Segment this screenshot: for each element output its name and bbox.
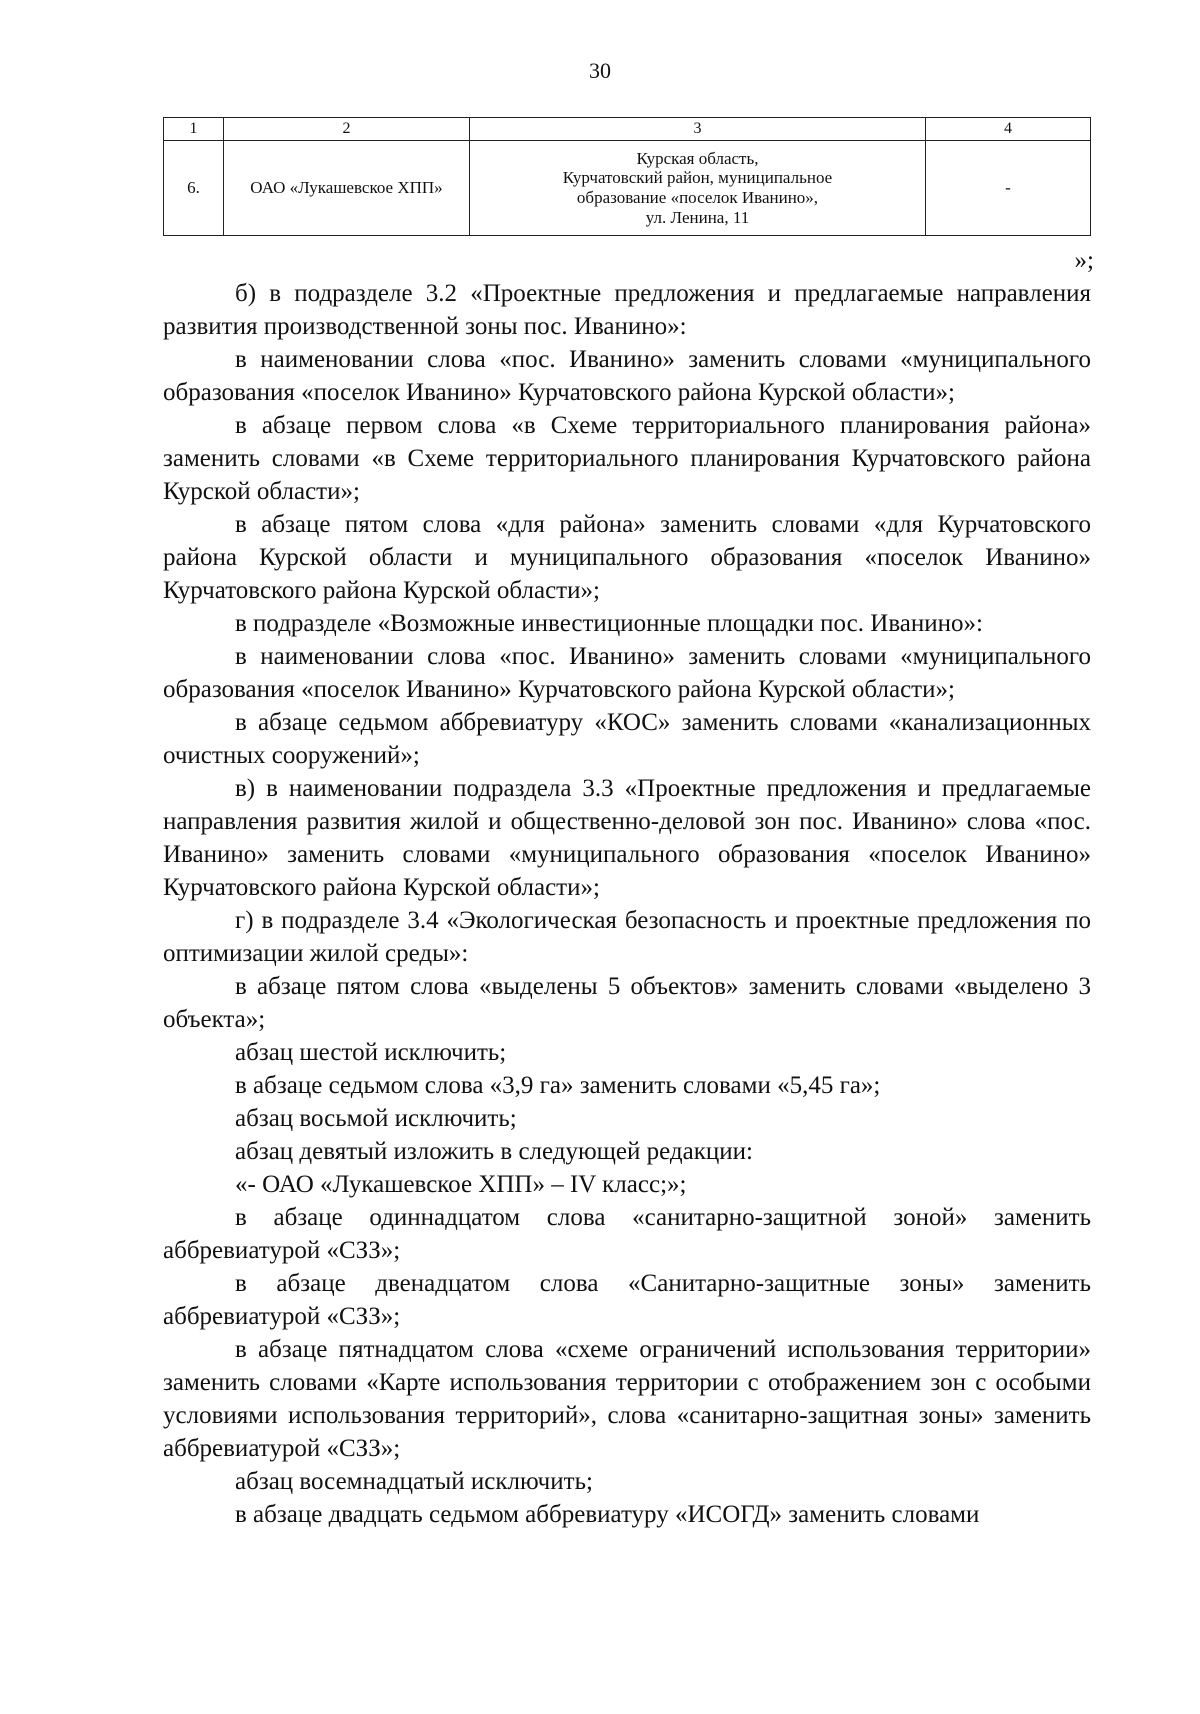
- objects-table: [163, 117, 1091, 236]
- paragraph: абзац девятый изложить в следующей редакции:: [235, 1138, 753, 1165]
- body-text: [163, 277, 1091, 1531]
- table-header-cell: 2: [224, 118, 470, 141]
- address-line: ул. Ленина, 11: [645, 207, 750, 227]
- table-header-row: [164, 118, 1091, 141]
- paragraph: абзац восемнадцатый исключить;: [235, 1468, 593, 1495]
- paragraph: в абзаце седьмом аббревиатуру «КОС» заменить словами «канализационных очистных сооружений»;: [163, 709, 1091, 769]
- paragraph: г) в подразделе 3.4 «Экологическая безопасность и проектные предложения по оптимизации жилой среды»:: [163, 907, 1091, 967]
- table-header-cell: 4: [926, 118, 1091, 141]
- table-header-cell: 1: [164, 118, 224, 141]
- paragraph: в наименовании слова «пос. Иванино» заменить словами «муниципального образования «поселок Иванино» Курчатовского района Курской области»;: [163, 643, 1091, 703]
- table-header-cell: 3: [470, 118, 926, 141]
- address-line: Курчатовский район, муниципальное: [562, 168, 833, 188]
- address-line: образование «поселок Иванино»,: [576, 188, 819, 207]
- paragraph: в абзаце двадцать седьмом аббревиатуру «ИСОГД» заменить словами: [235, 1501, 980, 1528]
- paragraph: в подразделе «Возможные инвестиционные площадки пос. Иванино»:: [235, 610, 983, 637]
- paragraph: в абзаце первом слова «в Схеме территориального планирования района» заменить словами «в Схеме территориального планирования Курчатовского района Курской области»;: [163, 412, 1091, 505]
- paragraph: в) в наименовании подраздела 3.3 «Проектные предложения и предлагаемые направления развития жилой и общественно-деловой зон пос. Иванино» слова «пос. Иванино» заменить словами «муниципального образования «поселок Иванино» Курчатовского района Курской области»;: [163, 775, 1091, 901]
- paragraph: в абзаце пятнадцатом слова «схеме ограничений использования территории» заменить словами «Карте использования территории с отображением зон с особыми условиями использования территорий», слова «санитарно-защитная зоны» заменить аббревиатурой «СЗЗ»;: [163, 1336, 1091, 1462]
- table-cell-name: ОАО «Лукашевское ХПП»: [224, 141, 470, 236]
- table-cell-address: [470, 141, 926, 236]
- paragraph: в абзаце пятом слова «выделены 5 объектов» заменить словами «выделено 3 объекта»;: [163, 973, 1091, 1033]
- quote-close: »;: [1074, 247, 1094, 274]
- table-cell-number: 6.: [164, 141, 224, 236]
- paragraph: в абзаце седьмом слова «3,9 га» заменить словами «5,45 га»;: [235, 1072, 881, 1099]
- paragraph: абзац шестой исключить;: [235, 1039, 507, 1066]
- address-line: Курская область,: [636, 148, 759, 168]
- paragraph: абзац восьмой исключить;: [235, 1105, 517, 1132]
- page-number: 30: [589, 58, 611, 83]
- paragraph: в абзаце одиннадцатом слова «санитарно-защитной зоной» заменить аббревиатурой «СЗЗ»;: [163, 1204, 1091, 1264]
- paragraph: б) в подразделе 3.2 «Проектные предложения и предлагаемые направления развития производственной зоны пос. Иванино»:: [163, 280, 1091, 340]
- paragraph: в абзаце пятом слова «для района» заменить словами «для Курчатовского района Курской области и муниципального образования «поселок Иванино» Курчатовского района Курской области»;: [163, 511, 1091, 604]
- table-row: [164, 141, 1091, 236]
- paragraph: в абзаце двенадцатом слова «Санитарно-защитные зоны» заменить аббревиатурой «СЗЗ»;: [163, 1270, 1091, 1330]
- paragraph: в наименовании слова «пос. Иванино» заменить словами «муниципального образования «поселок Иванино» Курчатовского района Курской области»;: [163, 346, 1091, 406]
- paragraph: «- ОАО «Лукашевское ХПП» – IV класс;»;: [235, 1171, 687, 1198]
- table-cell-col4: -: [926, 141, 1091, 236]
